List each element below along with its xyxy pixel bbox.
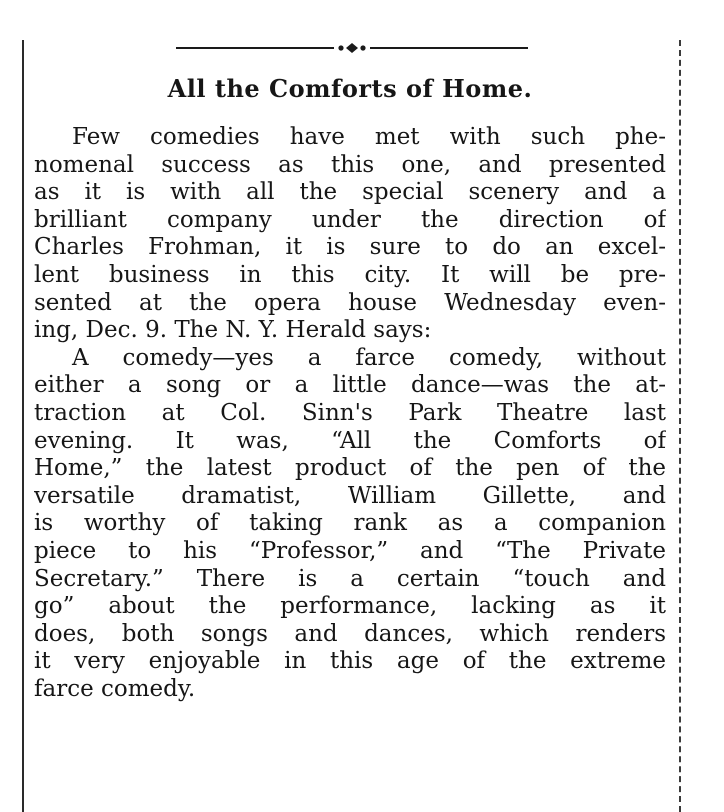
article-line: brilliant company under the direction of: [34, 206, 666, 233]
article-line: Secretary.” There is a certain “touch and: [34, 565, 666, 592]
article-line: it very enjoyable in this age of the extreme: [34, 648, 666, 675]
article-line: as it is with all the special scenery and a: [34, 179, 666, 206]
article-line: sented at the opera house Wednesday even-: [34, 289, 666, 316]
ornamental-divider: [176, 40, 528, 56]
article-line: Few comedies have met with such phe-: [72, 124, 666, 150]
article-line: farce comedy.: [34, 675, 196, 702]
article-body: [34, 124, 666, 703]
article-line: evening. It was, “All the Comforts of: [34, 427, 666, 454]
column-rule-right: [679, 40, 681, 812]
article-line: either a song or a little dance—was the at-: [34, 372, 666, 399]
article-line: piece to his “Professor,” and “The Private: [34, 537, 666, 564]
article-line: A comedy—yes a farce comedy, without: [72, 344, 666, 371]
article-line: lent business in this city. It will be pre-: [34, 261, 666, 288]
article-headline: All the Comforts of Home.: [167, 74, 533, 103]
article-line: ing, Dec. 9. The N. Y. Herald says:: [34, 317, 432, 344]
article-line: traction at Col. Sinn's Park Theatre last: [34, 399, 666, 426]
divider-ornament-icon: [334, 42, 370, 54]
article-line: is worthy of taking rank as a companion: [34, 510, 666, 537]
article-line: does, both songs and dances, which renders: [34, 620, 666, 647]
article-line: Home,” the latest product of the pen of the: [34, 455, 666, 482]
column-rule-left: [22, 40, 24, 812]
article-line: nomenal success as this one, and presented: [34, 151, 666, 178]
article-line: Charles Frohman, it is sure to do an excel-: [34, 234, 666, 261]
article-line: versatile dramatist, William Gillette, and: [34, 482, 666, 509]
article-line: go” about the performance, lacking as it: [34, 593, 666, 620]
